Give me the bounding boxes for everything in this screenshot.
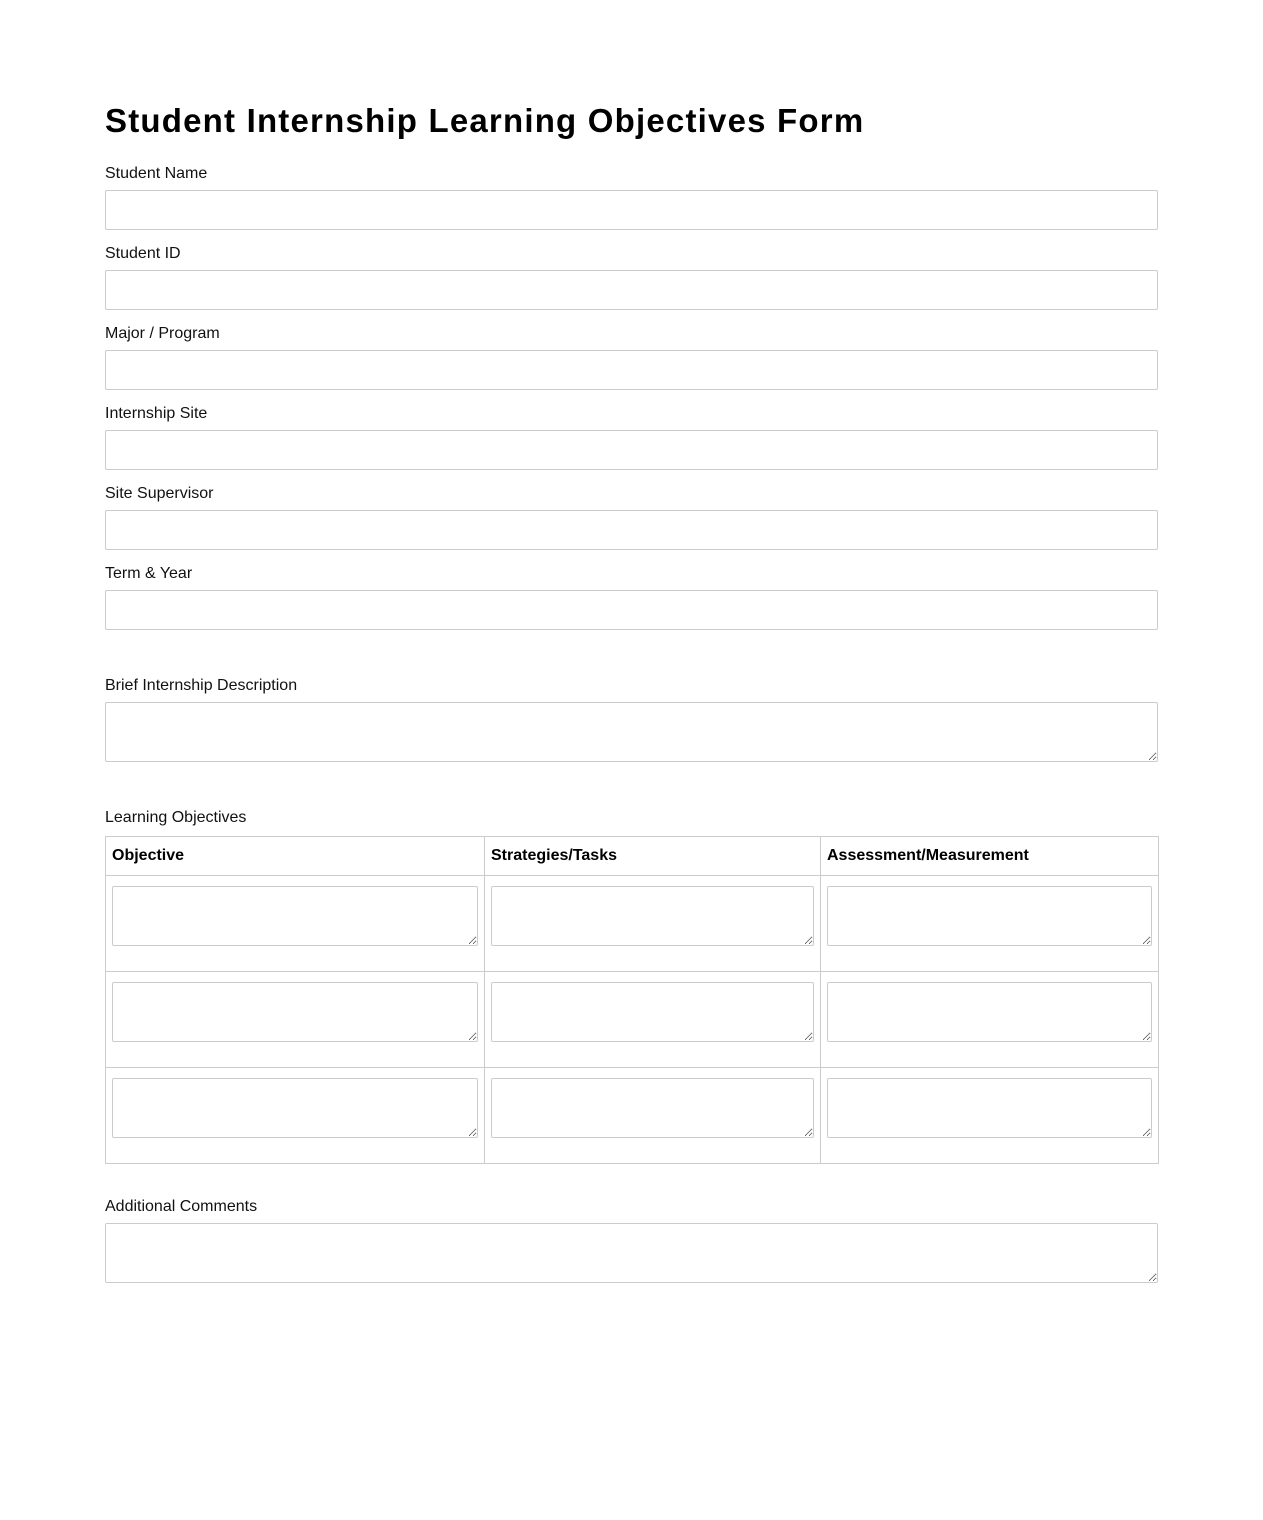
table-cell xyxy=(106,1068,485,1164)
objective-textarea[interactable] xyxy=(112,1078,478,1138)
table-row xyxy=(106,972,1159,1068)
internship-site-input[interactable] xyxy=(105,430,1158,470)
table-cell xyxy=(485,876,821,972)
table-cell xyxy=(821,972,1159,1068)
table-cell xyxy=(106,972,485,1068)
column-header-objective: Objective xyxy=(106,837,485,876)
column-header-assessment: Assessment/Measurement xyxy=(821,837,1159,876)
table-row xyxy=(106,876,1159,972)
table-cell xyxy=(821,1068,1159,1164)
assessment-textarea[interactable] xyxy=(827,1078,1152,1138)
table-cell xyxy=(821,876,1159,972)
site-supervisor-input[interactable] xyxy=(105,510,1158,550)
term-year-label: Term & Year xyxy=(105,565,193,582)
table-cell xyxy=(106,876,485,972)
student-id-label: Student ID xyxy=(105,245,181,262)
learning-objectives-table xyxy=(105,836,1159,1164)
site-supervisor-label: Site Supervisor xyxy=(105,485,214,502)
page-title: Student Internship Learning Objectives Form xyxy=(105,102,865,139)
term-year-input[interactable] xyxy=(105,590,1158,630)
objective-textarea[interactable] xyxy=(112,982,478,1042)
table-cell xyxy=(485,972,821,1068)
table-row xyxy=(106,1068,1159,1164)
major-program-label: Major / Program xyxy=(105,325,220,342)
student-name-label: Student Name xyxy=(105,165,208,182)
description-textarea[interactable] xyxy=(105,702,1158,762)
student-id-input[interactable] xyxy=(105,270,1158,310)
description-label: Brief Internship Description xyxy=(105,677,298,694)
column-header-strategies: Strategies/Tasks xyxy=(485,837,821,876)
student-name-input[interactable] xyxy=(105,190,1158,230)
objective-textarea[interactable] xyxy=(112,886,478,946)
strategies-textarea[interactable] xyxy=(491,1078,814,1138)
additional-comments-label: Additional Comments xyxy=(105,1198,258,1215)
major-program-input[interactable] xyxy=(105,350,1158,390)
strategies-textarea[interactable] xyxy=(491,982,814,1042)
additional-comments-textarea[interactable] xyxy=(105,1223,1158,1283)
strategies-textarea[interactable] xyxy=(491,886,814,946)
table-cell xyxy=(485,1068,821,1164)
assessment-textarea[interactable] xyxy=(827,982,1152,1042)
learning-objectives-label: Learning Objectives xyxy=(105,809,247,826)
internship-site-label: Internship Site xyxy=(105,405,208,422)
table-header-row xyxy=(106,837,1159,876)
assessment-textarea[interactable] xyxy=(827,886,1152,946)
